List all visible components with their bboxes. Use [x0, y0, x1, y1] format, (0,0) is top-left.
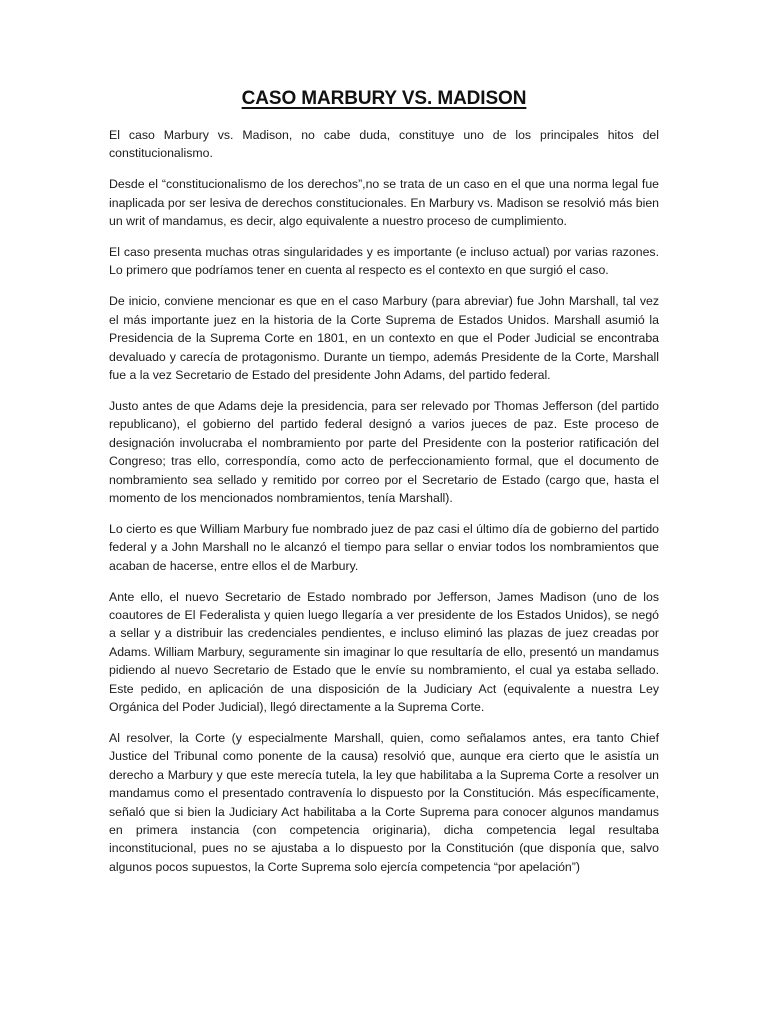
paragraph: Justo antes de que Adams deje la presidencia, para ser relevado por Thomas Jefferson (del partido republicano), el gobierno del partido federal designó a varios jueces de paz. Este proceso de designación involucraba el nombramiento por parte del Presidente con la posterior ratificación del Congreso; tras ello, correspondía, como acto de perfeccionamiento formal, que el documento de nombramiento sea sellado y remitido por correo por el Secretario de Estado (cargo que, hasta el momento de los mencionados nombramientos, tenía Marshall).: [109, 398, 659, 505]
paragraph: De inicio, conviene mencionar es que en el caso Marbury (para abreviar) fue John Marshall, tal vez el más importante juez en la historia de la Corte Suprema de Estados Unidos. Marshall asumió la Presidencia de la Suprema Corte en 1801, en un contexto en que el Poder Judicial se encontraba devaluado y carecía de protagonismo. Durante un tiempo, además Presidente de la Corte, Marshall fue a la vez Secretario de Estado del presidente John Adams, del partido federal.: [109, 294, 659, 382]
document-title: CASO MARBURY VS. MADISON: [241, 88, 527, 109]
paragraph: Al resolver, la Corte (y especialmente Marshall, quien, como señalamos antes, era tanto Chief Justice del Tribunal como ponente de la causa) resolvió que, aunque era cierto que le asistía un derecho a Marbury y que este merecía tutela, la ley que habilitaba a la Suprema Corte a resolver un mandamus como el presentado contravenía lo dispuesto por la Constitución. Más específicamente, señaló que si bien la Judiciary Act habilitaba a la Corte Suprema para conocer algunos mandamus en primera instancia (con competencia originaria), dicha competencia legal resultaba inconstitucional, pues no se ajustaba a lo dispuesto por la Constitución (que disponía que, salvo algunos pocos supuestos, la Corte Suprema solo ejercía competencia “por apelación”): [109, 730, 659, 874]
document-body: [109, 126, 659, 889]
paragraph: El caso Marbury vs. Madison, no cabe duda, constituye uno de los principales hitos del constitucionalismo.: [109, 128, 659, 161]
paragraph: El caso presenta muchas otras singularidades y es importante (e incluso actual) por varias razones. Lo primero que podríamos tener en cuenta al respecto es el contexto en que surgió el caso.: [109, 245, 659, 278]
paragraph: Ante ello, el nuevo Secretario de Estado nombrado por Jefferson, James Madison (uno de los coautores de El Federalista y quien luego llegaría a ver presidente de los Estados Unidos), se negó a sellar y a distribuir las credenciales pendientes, e incluso eliminó las plazas de juez creadas por Adams. William Marbury, seguramente sin imaginar lo que resultaría de ello, presentó un mandamus pidiendo al nuevo Secretario de Estado que le envíe su nombramiento, el cual ya estaba sellado. Este pedido, en aplicación de una disposición de la Judiciary Act (equivalente a nuestra Ley Orgánica del Poder Judicial), llegó directamente a la Suprema Corte.: [109, 589, 659, 714]
paragraph: Lo cierto es que William Marbury fue nombrado juez de paz casi el último día de gobierno del partido federal y a John Marshall no le alcanzó el tiempo para sellar o enviar todos los nombramientos que acaban de hacerse, entre ellos el de Marbury.: [109, 521, 659, 573]
paragraph: Desde el “constitucionalismo de los derechos”,no se trata de un caso en el que una norma legal fue inaplicada por ser lesiva de derechos constitucionales. En Marbury vs. Madison se resolvió más bien un writ of mandamus, es decir, algo equivalente a nuestro proceso de cumplimiento.: [109, 177, 659, 229]
